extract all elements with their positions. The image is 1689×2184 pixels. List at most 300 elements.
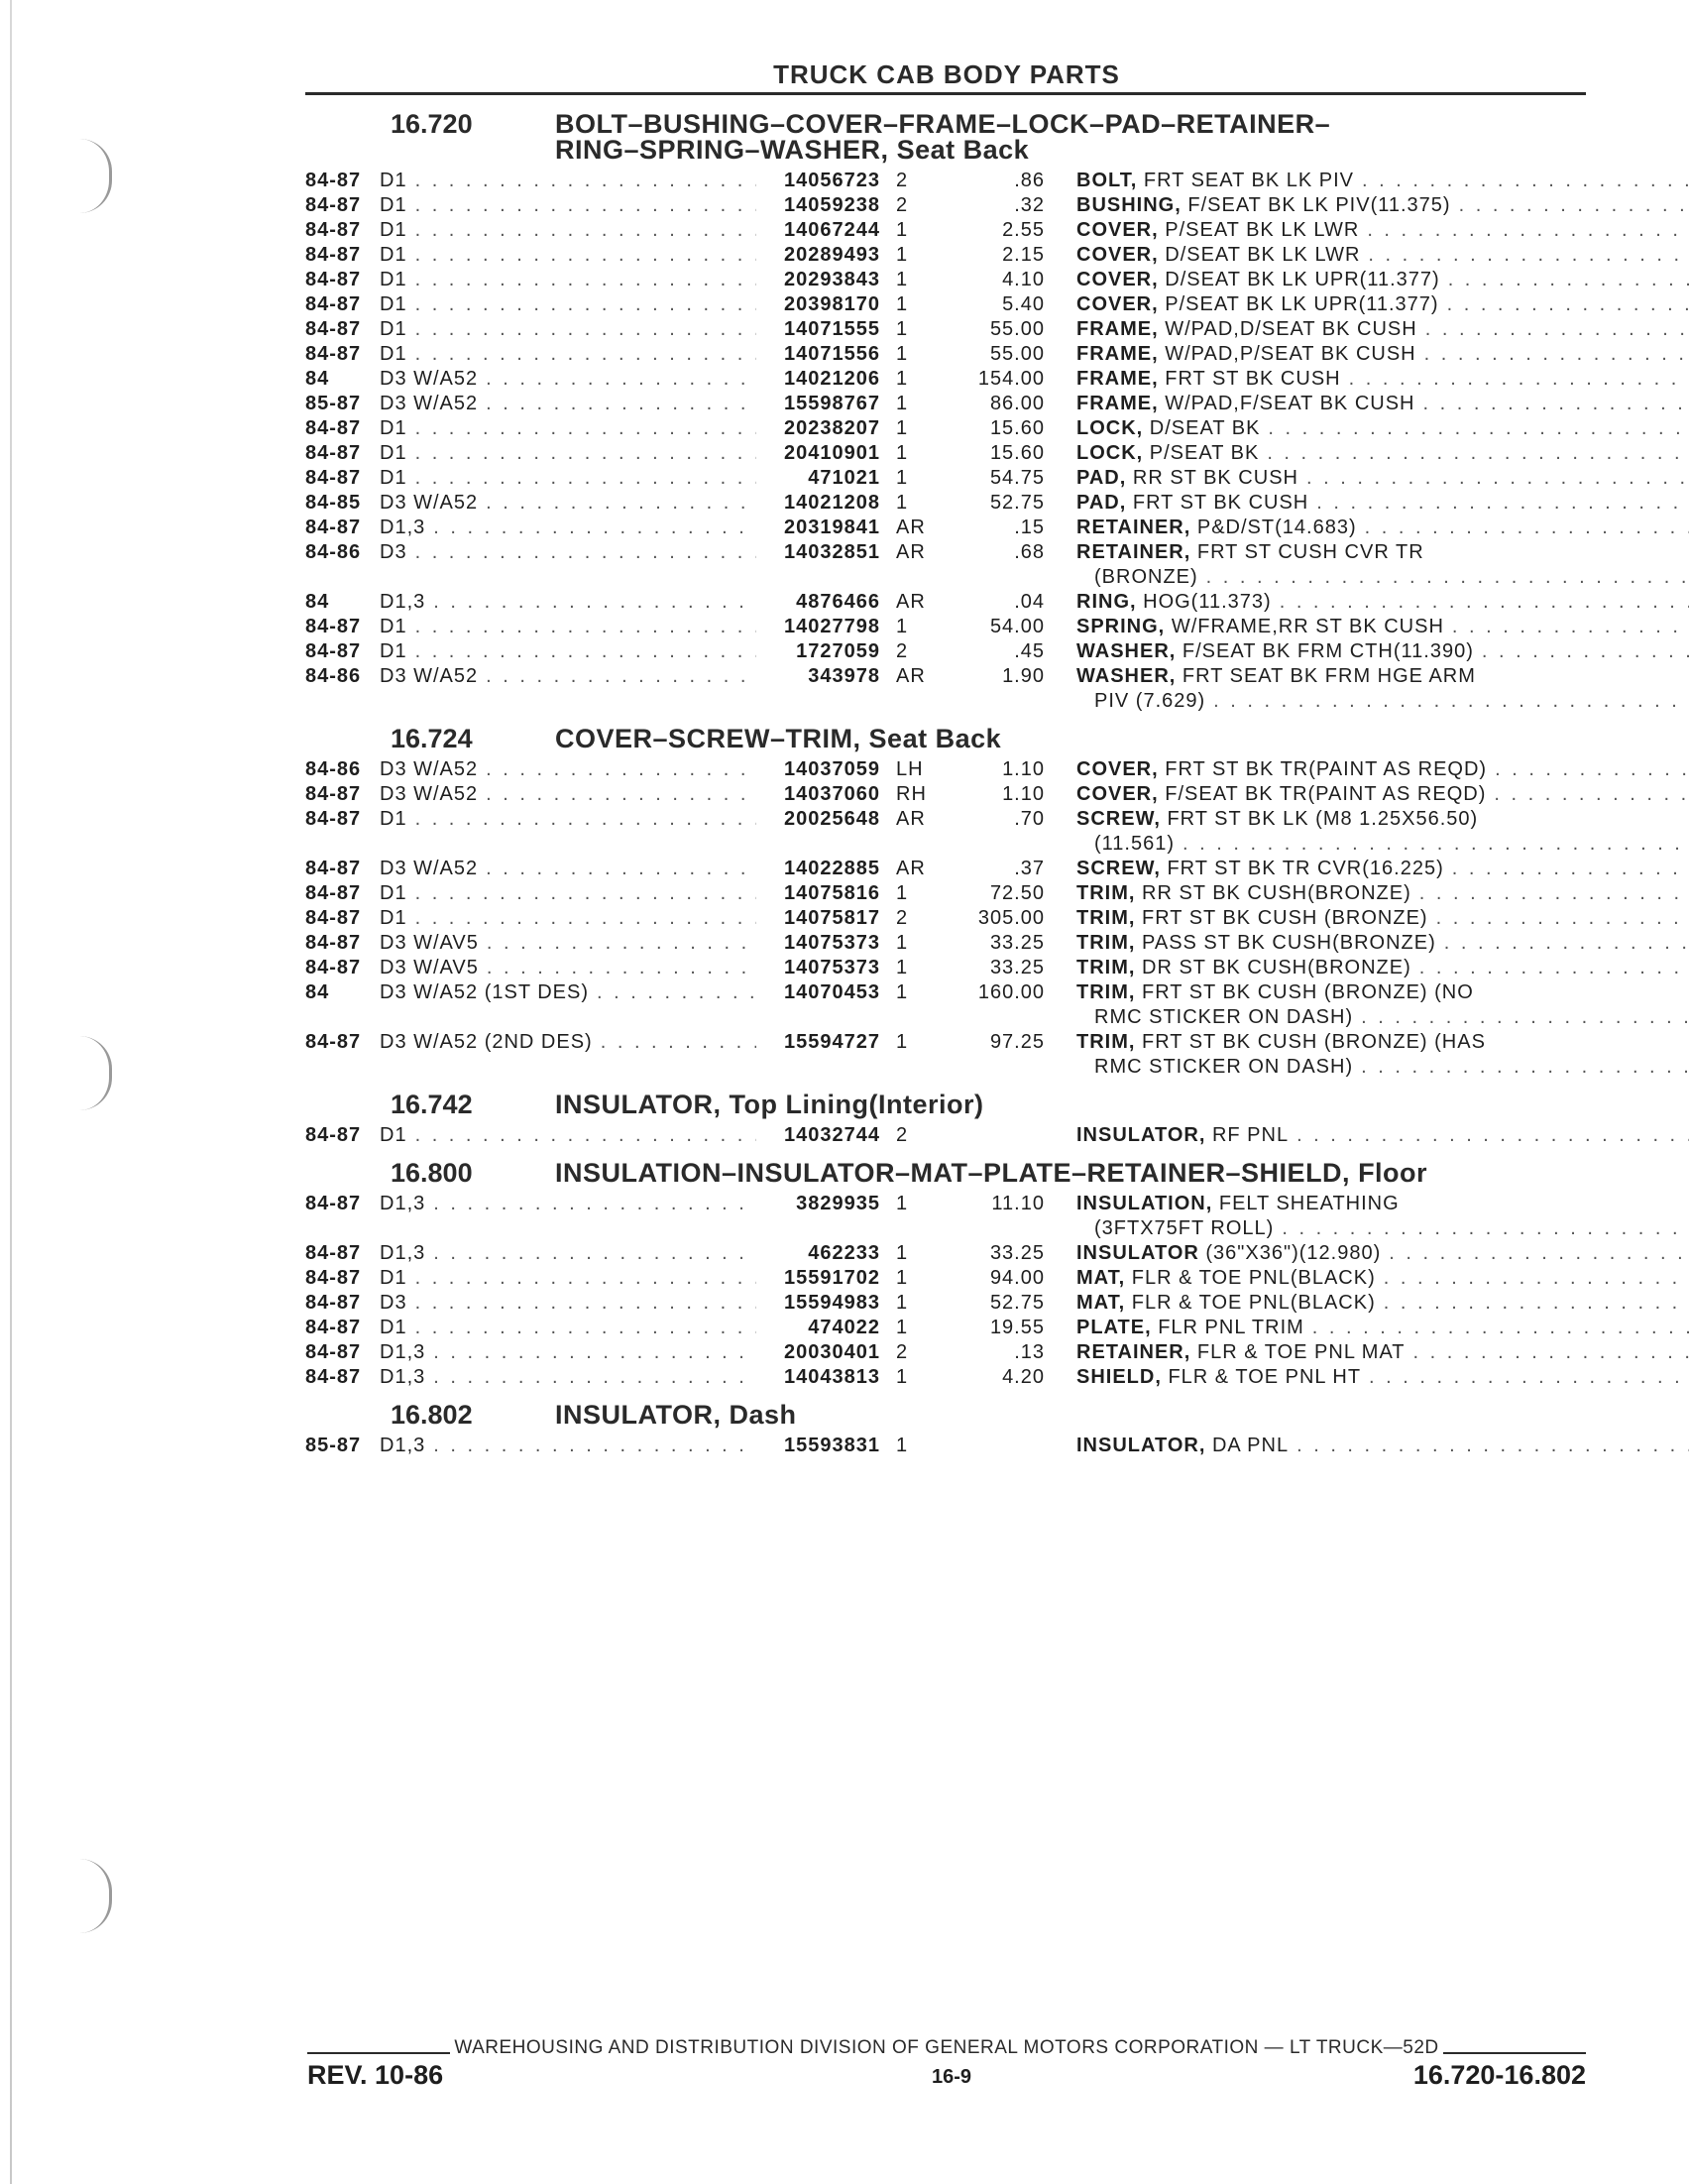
table-row xyxy=(305,540,1586,590)
footer-division: WAREHOUSING AND DISTRIBUTION DIVISION OF GENERAL MOTORS CORPORATION — LT TRUCK—52D xyxy=(454,2037,1439,2058)
part-desc: (36"X36")(12.980) xyxy=(1198,1242,1382,1264)
part-name: TRIM, xyxy=(1076,932,1136,954)
application xyxy=(380,491,756,516)
description xyxy=(1076,1316,1689,1340)
table-row xyxy=(305,1316,1586,1340)
section-header xyxy=(305,111,1586,163)
quantity: 1 xyxy=(896,318,909,340)
part-number: 14021208 xyxy=(784,492,880,514)
application-text: D1 xyxy=(380,1124,407,1146)
table-row xyxy=(305,590,1586,615)
model-years: 84-87 xyxy=(305,293,362,315)
leader-dots xyxy=(1296,1434,1689,1458)
description xyxy=(1076,292,1689,317)
model-years: 84-87 xyxy=(305,1124,362,1146)
application-text: D1 xyxy=(380,640,407,662)
model-years: 84-87 xyxy=(305,1242,362,1264)
part-name: COVER, xyxy=(1076,269,1159,290)
application-text: D3 xyxy=(380,541,407,563)
table-row xyxy=(305,782,1586,807)
application xyxy=(380,906,756,931)
description xyxy=(1076,516,1689,540)
section-title-main: INSULATOR, xyxy=(555,1400,722,1430)
leader-dots xyxy=(1424,342,1689,367)
model-years: 84 xyxy=(305,981,330,1003)
table-row xyxy=(305,615,1586,639)
section-number: 16.720 xyxy=(391,109,473,139)
part-number: 474022 xyxy=(808,1317,880,1338)
leader-dots xyxy=(415,466,756,491)
quantity: 1 xyxy=(896,1242,909,1264)
leader-dots xyxy=(1444,931,1689,956)
leader-dots xyxy=(415,292,756,317)
part-desc: W/PAD,D/SEAT BK CUSH xyxy=(1158,318,1417,340)
model-years: 84-87 xyxy=(305,467,362,489)
leader-dots xyxy=(1282,1216,1689,1241)
quantity: 1 xyxy=(896,981,909,1003)
application xyxy=(380,664,756,689)
price: 160.00 xyxy=(977,981,1045,1003)
application xyxy=(380,441,756,466)
application-text: D1 xyxy=(380,467,407,489)
model-years: 84-87 xyxy=(305,882,362,904)
leader-dots xyxy=(486,664,756,689)
part-number: 15594727 xyxy=(784,1031,880,1053)
price: 1.10 xyxy=(1002,758,1045,780)
application xyxy=(380,218,756,243)
application xyxy=(380,416,756,441)
punch-hole xyxy=(79,1036,112,1110)
part-name: PAD, xyxy=(1076,492,1127,514)
description xyxy=(1076,906,1689,931)
table-row xyxy=(305,292,1586,317)
model-years: 84-87 xyxy=(305,1317,362,1338)
price: 2.15 xyxy=(1002,244,1045,266)
application xyxy=(380,516,756,540)
model-years: 84 xyxy=(305,591,330,613)
model-years: 84-87 xyxy=(305,442,362,464)
application-text: D1 xyxy=(380,442,407,464)
application xyxy=(380,1241,756,1266)
leader-dots xyxy=(1361,1005,1689,1030)
section-rows xyxy=(305,757,1586,1080)
leader-dots xyxy=(415,1291,756,1316)
price: 2.55 xyxy=(1002,219,1045,241)
section-number: 16.724 xyxy=(391,724,473,753)
leader-dots xyxy=(486,491,756,516)
leader-dots xyxy=(433,1192,756,1216)
leader-dots xyxy=(1419,881,1689,906)
parts-list xyxy=(305,111,1586,1470)
model-years: 84-87 xyxy=(305,616,362,637)
application-text: D1 xyxy=(380,219,407,241)
leader-dots xyxy=(415,615,756,639)
leader-dots xyxy=(597,980,756,1005)
section-subtitle: Dash xyxy=(721,1400,797,1430)
table-row xyxy=(305,664,1586,714)
price: .37 xyxy=(1014,858,1045,879)
part-desc: W/PAD,P/SEAT BK CUSH xyxy=(1158,343,1416,365)
model-years: 85-87 xyxy=(305,1435,362,1456)
leader-dots xyxy=(415,416,756,441)
leader-dots xyxy=(1268,416,1689,441)
application xyxy=(380,243,756,268)
part-name: FRAME, xyxy=(1076,343,1159,365)
description xyxy=(1076,1340,1689,1365)
description xyxy=(1076,807,1689,857)
description-continuation xyxy=(1076,1055,1689,1080)
part-desc: F/SEAT BK LK PIV(11.375) xyxy=(1181,194,1451,216)
part-name: WASHER, xyxy=(1076,665,1177,687)
leader-dots xyxy=(415,317,756,342)
part-desc: FLR & TOE PNL MAT xyxy=(1190,1341,1406,1363)
application xyxy=(380,881,756,906)
description-line xyxy=(1076,1192,1689,1216)
price: 1.90 xyxy=(1002,665,1045,687)
table-row xyxy=(305,807,1586,857)
leader-dots xyxy=(486,857,756,881)
part-desc-cont: (BRONZE) xyxy=(1094,566,1198,588)
leader-dots xyxy=(433,1340,756,1365)
model-years: 84-87 xyxy=(305,194,362,216)
model-years: 84-87 xyxy=(305,1267,362,1289)
part-name: INSULATOR, xyxy=(1076,1435,1206,1456)
section-subtitle: Top Lining(Interior) xyxy=(721,1090,984,1119)
application-text: D3 W/A52 (1ST DES) xyxy=(380,981,590,1003)
section-header xyxy=(305,1160,1586,1186)
description xyxy=(1076,931,1689,956)
application xyxy=(380,931,756,956)
part-number: 14075816 xyxy=(784,882,880,904)
part-number: 14022885 xyxy=(784,858,880,879)
leader-dots xyxy=(1452,615,1689,639)
part-name: INSULATOR xyxy=(1076,1242,1199,1264)
quantity: 1 xyxy=(896,393,909,414)
application xyxy=(380,169,756,193)
application-text: D1 xyxy=(380,269,407,290)
price: 305.00 xyxy=(977,907,1045,929)
part-desc: FLR & TOE PNL(BLACK) xyxy=(1125,1267,1376,1289)
description xyxy=(1076,664,1689,714)
part-number: 14075373 xyxy=(784,957,880,978)
footer-rule-right xyxy=(1443,2052,1586,2054)
application xyxy=(380,1266,756,1291)
application-text: D1 xyxy=(380,318,407,340)
application xyxy=(380,193,756,218)
model-years: 84-86 xyxy=(305,758,362,780)
price: .45 xyxy=(1014,640,1045,662)
application-text: D1 xyxy=(380,1267,407,1289)
price: 86.00 xyxy=(989,393,1045,414)
leader-dots xyxy=(1206,565,1689,590)
application-text: D1 xyxy=(380,343,407,365)
model-years: 84 xyxy=(305,368,330,390)
table-row xyxy=(305,193,1586,218)
quantity: 2 xyxy=(896,1341,909,1363)
quantity: 2 xyxy=(896,640,909,662)
application xyxy=(380,540,756,565)
leader-dots xyxy=(1389,1241,1689,1266)
part-name: PAD, xyxy=(1076,467,1127,489)
leader-dots xyxy=(486,782,756,807)
leader-dots xyxy=(415,639,756,664)
part-desc: FELT SHEATHING xyxy=(1212,1193,1400,1214)
table-row xyxy=(305,980,1586,1030)
application xyxy=(380,1365,756,1390)
table-row xyxy=(305,906,1586,931)
model-years: 84-87 xyxy=(305,858,362,879)
part-number: 14071556 xyxy=(784,343,880,365)
table-row xyxy=(305,441,1586,466)
description xyxy=(1076,317,1689,342)
page-number: 16-9 xyxy=(932,2066,972,2088)
section-header xyxy=(305,726,1586,751)
model-years: 84-86 xyxy=(305,541,362,563)
quantity: 1 xyxy=(896,293,909,315)
application xyxy=(380,1030,756,1055)
part-name: RETAINER, xyxy=(1076,517,1191,538)
application-text: D3 W/A52 xyxy=(380,858,479,879)
part-name: COVER, xyxy=(1076,244,1159,266)
description xyxy=(1076,268,1689,292)
price: .86 xyxy=(1014,170,1045,191)
part-desc: PASS ST BK CUSH(BRONZE) xyxy=(1135,932,1436,954)
price: .13 xyxy=(1014,1341,1045,1363)
part-desc: DR ST BK CUSH(BRONZE) xyxy=(1135,957,1411,978)
section-title-main: INSULATOR, xyxy=(555,1090,722,1119)
table-row xyxy=(305,342,1586,367)
leader-dots xyxy=(1280,590,1689,615)
leader-dots xyxy=(486,392,756,416)
part-number: 14032744 xyxy=(784,1124,880,1146)
table-row xyxy=(305,956,1586,980)
section-title-main: BOLT–BUSHING–COVER–FRAME–LOCK–PAD–RETAINER– xyxy=(555,109,1331,139)
leader-dots xyxy=(1213,689,1689,714)
leader-dots xyxy=(1425,317,1689,342)
price: 55.00 xyxy=(989,343,1045,365)
price: 154.00 xyxy=(977,368,1045,390)
leader-dots xyxy=(1306,466,1689,491)
leader-dots xyxy=(1296,1123,1689,1148)
part-desc: P&D/ST(14.683) xyxy=(1190,517,1357,538)
leader-dots xyxy=(1361,1055,1689,1080)
application xyxy=(380,639,756,664)
part-desc: W/FRAME,RR ST BK CUSH xyxy=(1165,616,1444,637)
price: .68 xyxy=(1014,541,1045,563)
price: 15.60 xyxy=(989,442,1045,464)
description-line xyxy=(1076,1030,1689,1055)
section-subtitle: Seat Back xyxy=(860,724,1002,753)
part-desc: FRT ST BK LK (M8 1.25X56.50) xyxy=(1160,808,1479,830)
quantity: 2 xyxy=(896,1124,909,1146)
part-name: FRAME, xyxy=(1076,318,1159,340)
application-text: D1,3 xyxy=(380,517,426,538)
application xyxy=(380,857,756,881)
leader-dots xyxy=(1365,516,1689,540)
leader-dots xyxy=(1459,193,1689,218)
description xyxy=(1076,243,1689,268)
leader-dots xyxy=(415,881,756,906)
quantity: 1 xyxy=(896,269,909,290)
application xyxy=(380,1316,756,1340)
application-text: D1 xyxy=(380,244,407,266)
application xyxy=(380,590,756,615)
model-years: 84-87 xyxy=(305,808,362,830)
part-name: TRIM, xyxy=(1076,981,1136,1003)
description-line xyxy=(1076,807,1689,832)
application-text: D1 xyxy=(380,1317,407,1338)
quantity: 1 xyxy=(896,244,909,266)
section-subtitle: Floor xyxy=(1350,1158,1428,1188)
description xyxy=(1076,881,1689,906)
application-text: D3 W/A52 xyxy=(380,393,479,414)
model-years: 84-87 xyxy=(305,517,362,538)
part-name: COVER, xyxy=(1076,219,1159,241)
price: .70 xyxy=(1014,808,1045,830)
part-desc-cont: PIV (7.629) xyxy=(1094,690,1206,712)
part-number: 14075817 xyxy=(784,907,880,929)
part-number: 1727059 xyxy=(796,640,880,662)
description-line xyxy=(1076,664,1689,689)
table-row xyxy=(305,857,1586,881)
part-desc: P/SEAT BK xyxy=(1143,442,1260,464)
part-desc: DA PNL xyxy=(1205,1435,1290,1456)
leader-dots xyxy=(1419,956,1689,980)
part-name: MAT, xyxy=(1076,1267,1126,1289)
quantity: 1 xyxy=(896,219,909,241)
part-number: 20410901 xyxy=(784,442,880,464)
table-row xyxy=(305,1340,1586,1365)
description-line xyxy=(1076,540,1689,565)
part-desc-cont: (3FTX75FT ROLL) xyxy=(1094,1217,1275,1239)
part-desc: FRT ST BK TR(PAINT AS REQD) xyxy=(1158,758,1488,780)
price: 33.25 xyxy=(989,1242,1045,1264)
leader-dots xyxy=(487,931,756,956)
leader-dots xyxy=(415,1123,756,1148)
leader-dots xyxy=(415,243,756,268)
part-name: COVER, xyxy=(1076,758,1159,780)
part-name: TRIM, xyxy=(1076,907,1136,929)
application-text: D1 xyxy=(380,907,407,929)
description xyxy=(1076,1030,1689,1080)
part-name: RETAINER, xyxy=(1076,541,1191,563)
punch-hole xyxy=(79,139,112,213)
leader-dots xyxy=(1267,441,1689,466)
model-years: 84-87 xyxy=(305,907,362,929)
description xyxy=(1076,491,1689,516)
description xyxy=(1076,1192,1689,1241)
model-years: 84-87 xyxy=(305,343,362,365)
price: 52.75 xyxy=(989,1292,1045,1314)
part-number: 15593831 xyxy=(784,1435,880,1456)
leader-dots xyxy=(1384,1266,1689,1291)
description xyxy=(1076,956,1689,980)
application-text: D1,3 xyxy=(380,1242,426,1264)
application-text: D3 W/A52 (2ND DES) xyxy=(380,1031,593,1053)
application xyxy=(380,292,756,317)
table-row xyxy=(305,466,1586,491)
leader-dots xyxy=(486,757,756,782)
quantity: 1 xyxy=(896,1031,909,1053)
leader-dots xyxy=(433,1365,756,1390)
quantity: AR xyxy=(896,541,926,563)
section-title xyxy=(555,1092,1586,1117)
part-name: COVER, xyxy=(1076,293,1159,315)
part-name: TRIM, xyxy=(1076,882,1136,904)
part-number: 14032851 xyxy=(784,541,880,563)
leader-dots xyxy=(415,218,756,243)
section-range: 16.720-16.802 xyxy=(1412,2060,1586,2090)
table-row xyxy=(305,317,1586,342)
quantity: 1 xyxy=(896,1435,909,1456)
leader-dots xyxy=(1367,218,1689,243)
price: .32 xyxy=(1014,194,1045,216)
leader-dots xyxy=(415,342,756,367)
description xyxy=(1076,757,1689,782)
price: 1.10 xyxy=(1002,783,1045,805)
section-subtitle: Seat Back xyxy=(888,135,1030,165)
quantity: 1 xyxy=(896,616,909,637)
leader-dots xyxy=(1312,1316,1689,1340)
description xyxy=(1076,218,1689,243)
price: 94.00 xyxy=(989,1267,1045,1289)
application-text: D3 W/A52 xyxy=(380,758,479,780)
part-name: LOCK, xyxy=(1076,417,1144,439)
application-text: D1 xyxy=(380,808,407,830)
table-row xyxy=(305,1365,1586,1390)
quantity: 1 xyxy=(896,1267,909,1289)
price: .04 xyxy=(1014,591,1045,613)
table-row xyxy=(305,169,1586,193)
part-number: 14043813 xyxy=(784,1366,880,1388)
model-years: 84-87 xyxy=(305,957,362,978)
section-rows xyxy=(305,169,1586,714)
table-row xyxy=(305,1123,1586,1148)
part-number: 14070453 xyxy=(784,981,880,1003)
part-desc: FRT SEAT BK LK PIV xyxy=(1137,170,1355,191)
price: 5.40 xyxy=(1002,293,1045,315)
application-text: D1 xyxy=(380,882,407,904)
description xyxy=(1076,416,1689,441)
model-years: 84-86 xyxy=(305,665,362,687)
application-text: D1 xyxy=(380,417,407,439)
quantity: RH xyxy=(896,783,927,805)
description xyxy=(1076,367,1689,392)
model-years: 84-87 xyxy=(305,244,362,266)
part-number: 14021206 xyxy=(784,368,880,390)
price: .15 xyxy=(1014,517,1045,538)
description xyxy=(1076,782,1689,807)
price: 72.50 xyxy=(989,882,1045,904)
table-row xyxy=(305,243,1586,268)
part-number: 20030401 xyxy=(784,1341,880,1363)
part-desc-cont: (11.561) xyxy=(1094,833,1176,855)
part-number: 14056723 xyxy=(784,170,880,191)
part-desc: P/SEAT BK LK LWR xyxy=(1158,219,1360,241)
leader-dots xyxy=(1448,268,1689,292)
section-number: 16.742 xyxy=(391,1090,473,1119)
revision-date: REV. 10-86 xyxy=(307,2060,444,2090)
part-desc: FRT ST CUSH CVR TR xyxy=(1190,541,1424,563)
part-desc: FRT ST BK CUSH (BRONZE) (HAS xyxy=(1135,1031,1486,1053)
model-years: 84-87 xyxy=(305,932,362,954)
application xyxy=(380,1291,756,1316)
application-text: D1 xyxy=(380,616,407,637)
application xyxy=(380,1192,756,1216)
price: 19.55 xyxy=(989,1317,1045,1338)
description xyxy=(1076,540,1689,590)
part-name: COVER, xyxy=(1076,783,1159,805)
